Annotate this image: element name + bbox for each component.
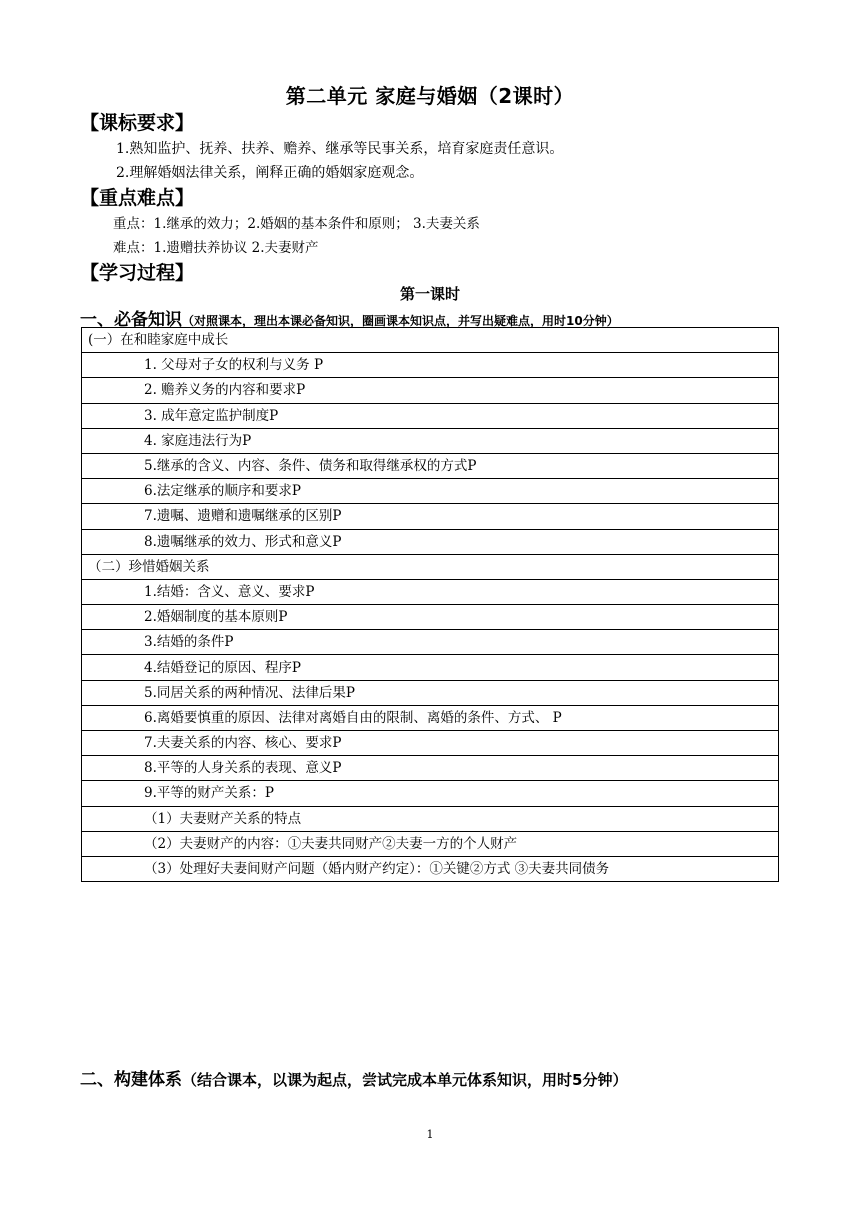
- knowledge-item-cell: 9.平等的财产关系：P: [82, 781, 779, 806]
- group-title-cell: (一）在和睦家庭中成长: [82, 328, 779, 353]
- section-2-note: （结合课本，以课为起点，尝试完成本单元体系知识，用时5分钟）: [182, 1071, 628, 1089]
- knowledge-item-cell: （3）处理好夫妻间财产问题（婚内财产约定）：①关键②方式 ③夫妻共同债务: [82, 856, 779, 881]
- table-row: [82, 856, 779, 881]
- knowledge-item-cell: 8.平等的人身关系的表现、意义P: [82, 756, 779, 781]
- table-row: [82, 403, 779, 428]
- curriculum-item-1: 1.熟知监护、抚养、扶养、赡养、继承等民事关系，培育家庭责任意识。: [116, 141, 564, 157]
- knowledge-item-cell: 7.夫妻关系的内容、核心、要求P: [82, 731, 779, 756]
- table-row: [82, 605, 779, 630]
- section-1-note: （对照课本，理出本课必备知识，圈画课本知识点，并写出疑难点，用时10分钟）: [182, 314, 619, 328]
- section-1-label: 一、必备知识: [80, 310, 182, 330]
- section-2-heading: [80, 1065, 627, 1090]
- group-title-cell: （二）珍惜婚姻关系: [82, 554, 779, 579]
- knowledge-item-cell: 6.法定继承的顺序和要求P: [82, 479, 779, 504]
- knowledge-item-cell: 5.继承的含义、内容、条件、债务和取得继承权的方式P: [82, 453, 779, 478]
- table-row: [82, 655, 779, 680]
- table-row: [82, 680, 779, 705]
- curriculum-item-2: 2.理解婚姻法律关系，阐释正确的婚姻家庭观念。: [116, 165, 424, 181]
- knowledge-item-cell: 3.结婚的条件P: [82, 630, 779, 655]
- table-row: [82, 579, 779, 604]
- page-title: 第二单元 家庭与婚姻（2课时）: [285, 84, 575, 108]
- table-row: [82, 705, 779, 730]
- table-row: [82, 353, 779, 378]
- table-row: [82, 831, 779, 856]
- lesson-title: 第一课时: [399, 285, 460, 303]
- knowledge-item-cell: 2. 赡养义务的内容和要求P: [82, 378, 779, 403]
- table-row: [82, 453, 779, 478]
- table-row: [82, 378, 779, 403]
- knowledge-item-cell: 5.同居关系的两种情况、法律后果P: [82, 680, 779, 705]
- table-row: [82, 529, 779, 554]
- knowledge-item-cell: 6.离婚要慎重的原因、法律对离婚自由的限制、离婚的条件、方式、 P: [82, 705, 779, 730]
- knowledge-item-cell: 4.结婚登记的原因、程序P: [82, 655, 779, 680]
- key-points-heading: 【重点难点】: [80, 187, 195, 209]
- knowledge-item-cell: 8.遗嘱继承的效力、形式和意义P: [82, 529, 779, 554]
- process-heading: 【学习过程】: [80, 262, 195, 284]
- knowledge-item-cell: 1.结婚：含义、意义、要求P: [82, 579, 779, 604]
- knowledge-item-cell: （1）夫妻财产关系的特点: [82, 806, 779, 831]
- knowledge-item-cell: （2）夫妻财产的内容：①夫妻共同财产②夫妻一方的个人财产: [82, 831, 779, 856]
- page-number: 1: [426, 1128, 434, 1141]
- knowledge-item-cell: 2.婚姻制度的基本原则P: [82, 605, 779, 630]
- knowledge-table: [81, 327, 779, 882]
- table-group-row: [82, 554, 779, 579]
- table-row: [82, 428, 779, 453]
- difficult-points: 难点：1.遗赠扶养协议 2.夫妻财产: [113, 240, 319, 256]
- table-group-row: [82, 328, 779, 353]
- table-row: [82, 630, 779, 655]
- curriculum-heading: 【课标要求】: [80, 112, 195, 134]
- table-row: [82, 479, 779, 504]
- table-row: [82, 781, 779, 806]
- table-row: [82, 806, 779, 831]
- knowledge-item-cell: 3. 成年意定监护制度P: [82, 403, 779, 428]
- table-row: [82, 504, 779, 529]
- knowledge-item-cell: 4. 家庭违法行为P: [82, 428, 779, 453]
- knowledge-item-cell: 7.遗嘱、遗赠和遗嘱继承的区别P: [82, 504, 779, 529]
- table-row: [82, 756, 779, 781]
- knowledge-item-cell: 1. 父母对子女的权利与义务 P: [82, 353, 779, 378]
- focus-points: 重点：1.继承的效力；2.婚姻的基本条件和原则； 3.夫妻关系: [113, 216, 480, 232]
- table-row: [82, 731, 779, 756]
- section-2-label: 二、构建体系: [80, 1070, 182, 1090]
